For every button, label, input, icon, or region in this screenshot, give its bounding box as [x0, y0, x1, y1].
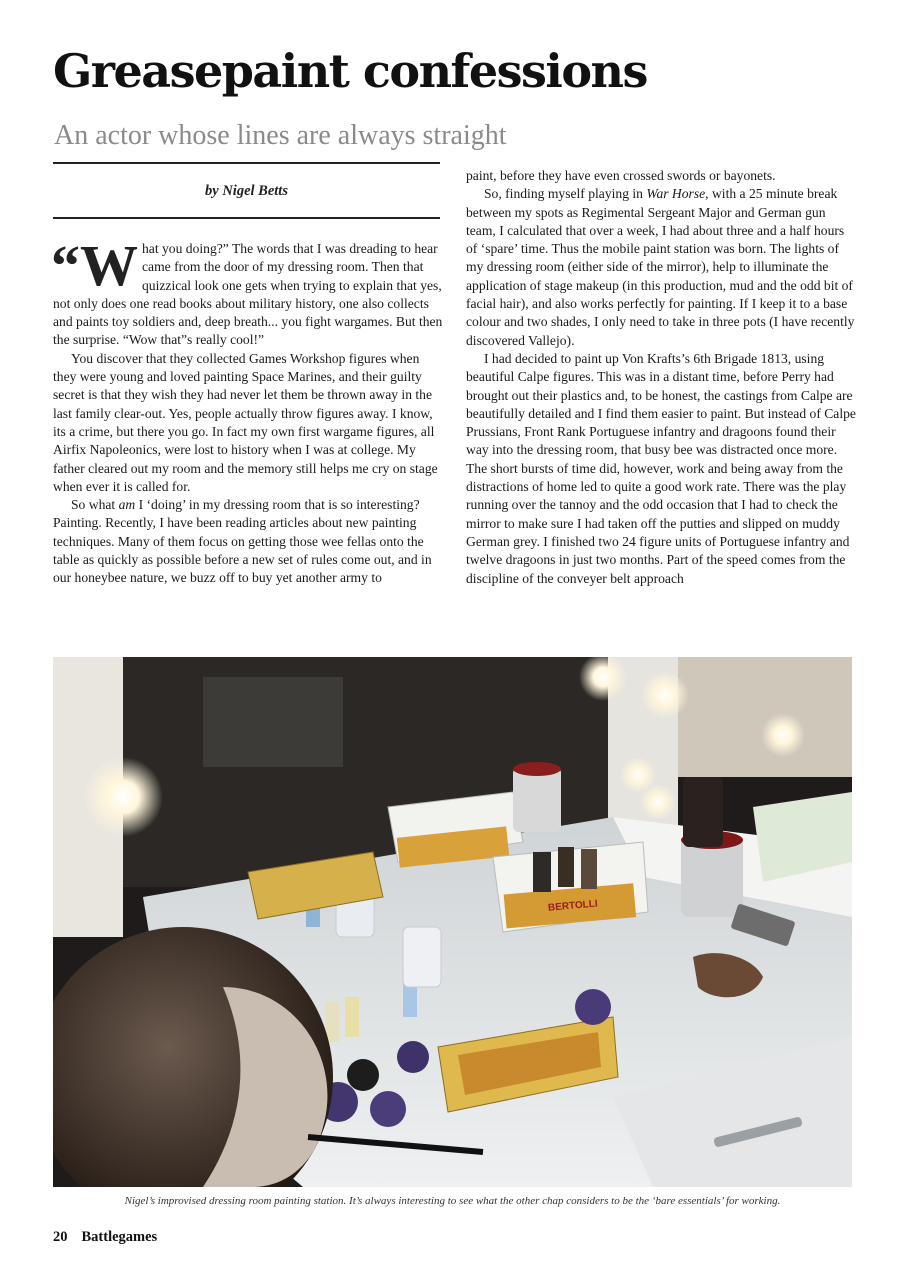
paragraph-2: You discover that they collected Games Workshop figures when they were young and loved painting Space Marines, and their guilty secret is that they wish they had never let them be thrown away in the last family clear-out. Yes, people actually throw figures away. I know, its a crime, but there you go. In fact my own first wargame figures, all Airfix Napoleonics, were lost to history when I was at college. My father cleared out my room and the memory still helps me cry on stage when ever it is called for. [53, 350, 438, 494]
paragraph-5-text-a: So, finding myself playing in [484, 186, 647, 202]
paragraph-4: paint, before they have even crossed swords or bayonets. [466, 168, 776, 183]
paragraph-3-text-a: So what [71, 497, 119, 513]
paragraph-5-emphasis: War Horse [646, 186, 706, 202]
drop-cap: “W [51, 233, 138, 298]
title-rule-top [53, 162, 440, 164]
title-rule-bottom [53, 217, 440, 219]
page-footer [53, 1229, 171, 1246]
byline: by Nigel Betts [205, 183, 288, 199]
paragraph-5-text-b: , with a 25 minute break between my spots as Regimental Sergeant Major and German gun team, I calculated that over a week, I had about three and a half hours of ‘spare’ time. Thus the mobile paint station was born. The lights of my dressing room (either side of the mirror), help to illuminate the application of stage makeup (in this production, mud and the odd bit of facial hair), and also works perfectly for painting. If I keep it to a base colour and two shades, I only need to take in three pots (I have recently discovered Vallejo). [466, 186, 855, 348]
paragraph-1-text: hat you doing?” The words that I was dreading to hear came from the door of my dressing room. Then that quizzical look one gets when trying to explain that yes, not only does one read books about military history, one also collects and paints toy soldiers and, deep breath... you fight wargames. But then the surprise. “Wow that”s really cool!” [53, 241, 443, 348]
body-column-right [466, 167, 858, 588]
paragraph-3-emphasis: am [118, 497, 136, 513]
dressing-room-photo [53, 657, 852, 1187]
paragraph-3 [53, 496, 443, 587]
paragraph-6: I had decided to paint up Von Krafts’s 6th Brigade 1813, using beautiful Calpe figures. This was in a distant time, before Perry had brought out their plastics and, to be honest, the castings from Calpe are beautifully detailed and I find them easier to paint. But instead of Calpe Prussians, Front Rank Portuguese infantry and dragoons found their way into the dressing room, that busy bee was distracted once more. The short bursts of time did, however, work and being away from the distractions of home led to quite a good work rate. There was the play running over the tannoy and the odd occasion that I had to check the mirror to make sure I had taken off the putties and slipped on muddy German grey. I finished two 24 figure units of Portuguese infantry and twelve dragoons in just two months. Part of the speed comes from the discipline of the conveyer belt approach [466, 350, 856, 586]
magazine-name: Battlegames [81, 1229, 158, 1245]
article-subtitle: An actor whose lines are always straight [54, 120, 507, 151]
paragraph-5 [466, 185, 858, 350]
tub-label: BERTOLLI [547, 898, 599, 914]
page-number: 20 [53, 1229, 68, 1245]
photo-caption: Nigel’s improvised dressing room painting station. It’s always interesting to see what the other chap considers to be the ‘bare essentials’ for working. [124, 1195, 781, 1207]
paragraph-1 [51, 233, 443, 350]
body-column-left [51, 233, 443, 588]
paragraph-3-text-b: I ‘doing’ in my dressing room that is so interesting? Painting. Recently, I have been reading articles about new painting techniques. Many of them focus on getting those wee fellas onto the table as quickly as possible before a new set of rules come out, and in our honeybee nature, we buzz off to buy yet another army to [53, 497, 432, 586]
article-title: Greasepaint confessions [53, 44, 647, 98]
